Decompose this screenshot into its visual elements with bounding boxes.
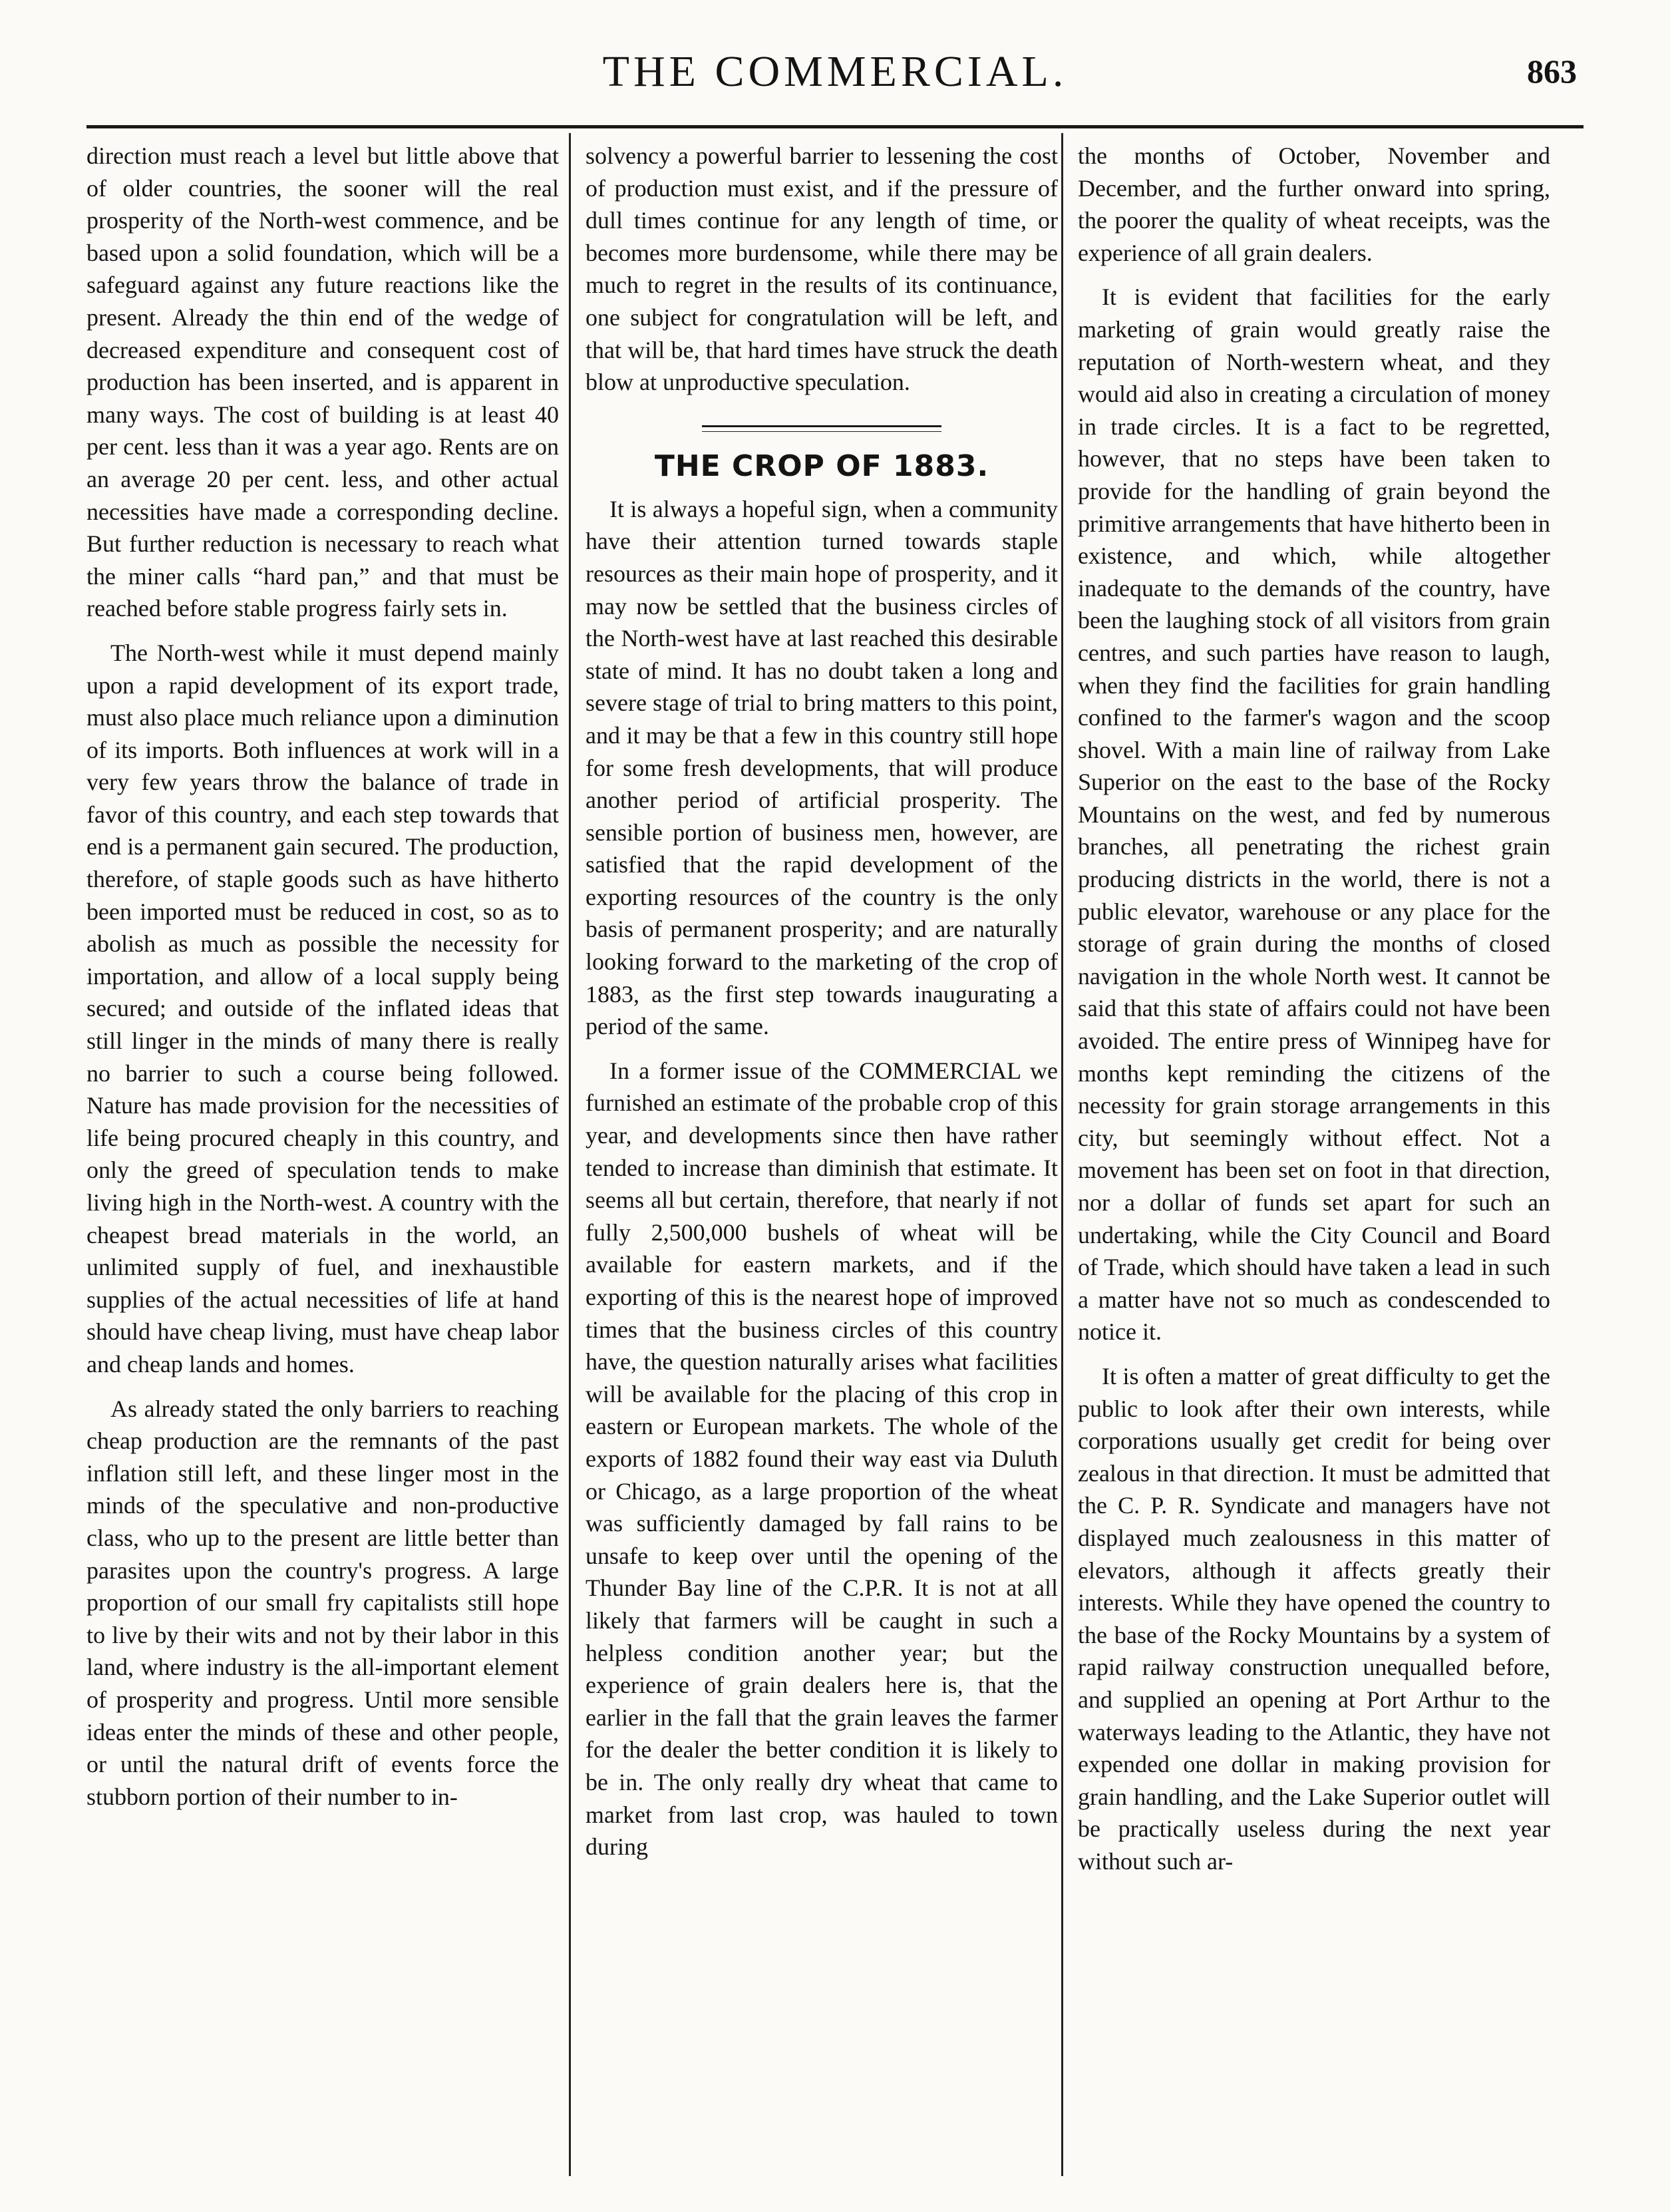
paragraph: It is often a matter of great difficulty to get the public to look after their own interests, while corporations usually get credit for being over zealous in that direction. It must be admitted that the C. P. R. Syndicate and managers have not displayed much zealousness in this matter of elevators, although it affects greatly their interests. While they have opened the country to the base of the Rocky Mountains by a system of rapid railway construction unequalled before, and supplied an opening at Port Arthur to the waterways leading to the Atlantic, they have not expended one dollar in making provision for grain handling, and the Lake Superior outlet will be practically useless during the next year without such ar-	[1078, 1362, 1550, 1875]
paragraph: the months of October, November and December, and the further onward into spring, the poorer the quality of wheat receipts, was the experience of all grain dealers.	[1078, 142, 1550, 266]
text-column-right	[1078, 140, 1550, 2163]
paragraph: It is always a hopeful sign, when a community have their attention turned towards staple resources as their main hope of prosperity, and it may now be settled that the business circles of the North-west have at last reached this desirable state of mind. It has no doubt taken a long and severe stage of trial to bring matters to this point, and it may be that a few in this country still hope for some fresh developments, that will produce another period of artificial prosperity. The sensible portion of business men, however, are satisfied that the rapid development of the exporting resources of the country is the only basis of permanent prosperity; and are naturally looking forward to the marketing of the crop of 1883, as the first step towards inaugurating a period of the same.	[585, 495, 1058, 1040]
publication-title: THE COMMERCIAL.	[602, 47, 1068, 96]
column-divider	[569, 133, 571, 2176]
paragraph: As already stated the only barriers to reaching cheap production are the remnants of the past inflation still left, and these linger most in the minds of the speculative and non-productive class, who up to the present are little better than parasites upon the country's progress. A large proportion of our small fry capitalists still hope to live by their wits and not by their labor in this land, where industry is the all-important element of prosperity and progress. Until more sensible ideas enter the minds of these and other people, or until the natural drift of events force the stubborn portion of their number to in-	[86, 1395, 559, 1810]
paragraph: direction must reach a level but little above that of older countries, the sooner will the real prosperity of the North-west commence, and be based upon a solid foundation, which will be a safeguard against any future reactions like the present. Already the thin end of the wedge of decreased expenditure and consequent cost of production has been inserted, and is apparent in many ways. The cost of building is at least 40 per cent. less than it was a year ago. Rents are on an average 20 per cent. less, and other actual necessities have made a corresponding decline. But further reduction is necessary to reach what the miner calls “hard pan,” and that must be reached before stable progress fairly sets in.	[86, 142, 559, 622]
column-divider	[1061, 133, 1063, 2176]
paragraph: solvency a powerful barrier to lessening the cost of production must exist, and if the pressure of dull times continue for any length of time, or becomes more burdensome, while there may be much to regret in the results of its continuance, one subject for congratulation will be left, and that will be, that hard times have struck the death blow at unproductive speculation.	[585, 142, 1058, 396]
section-divider	[702, 425, 941, 432]
paragraph: The North-west while it must depend mainly upon a rapid development of its export trade, must also place much reliance upon a diminution of its imports. Both influences at work will in a very few years throw the balance of trade in favor of this country, and each step towards that end is a permanent gain secured. The production, therefore, of staple goods such as have hitherto been imported must be reduced in cost, so as to abolish as much as possible the necessity for importation, and allow of a local supply being secured; and outside of the inflated ideas that still linger in the minds of many there is really no barrier to such a course being followed. Nature has made provision for the necessities of life being procured cheaply in this country, and only the greed of speculation tends to make living high in the North-west. A country with the cheapest bread materials in the world, an unlimited supply of fuel, and inexhaustible supplies of the actual necessities of life at hand should have cheap living, must have cheap labor and cheap lands and homes.	[86, 639, 559, 1378]
paragraph: It is evident that facilities for the early marketing of grain would greatly raise the reputation of North-western wheat, and they would aid also in creating a circulation of money in trade circles. It is a fact to be regretted, however, that no steps have been taken to provide for the handling of grain beyond the primitive arrangements that have hitherto been in existence, and which, while altogether inadequate to the demands of the country, have been the laughing stock of all visitors from grain centres, and such parties have reason to laugh, when they find the facilities for grain handling confined to the farmer's wagon and the scoop shovel. With a main line of railway from Lake Superior on the east to the base of the Rocky Mountains on the west, and fed by numerous branches, all penetrating the richest grain producing districts in the world, there is not a public elevator, warehouse or any place for the storage of grain during the months of closed navigation in the whole North west. It cannot be said that this state of affairs could not have been avoided. The entire press of Winnipeg have for months kept reminding the citizens of the necessity for grain storage arrangements in this city, but seemingly without effect. Not a movement has been set on foot in that direction, nor a dollar of funds set apart for such an undertaking, while the City Council and Board of Trade, which should have taken a lead in such a matter have not so much as condescended to notice it.	[1078, 283, 1550, 1346]
text-column-middle	[585, 140, 1058, 2163]
page-header	[86, 47, 1584, 120]
text-column-left	[86, 140, 559, 2163]
paragraph: In a former issue of the COMMERCIAL we furnished an estimate of the probable crop of this year, and developments since then have rather tended to increase than diminish that estimate. It seems all but certain, therefore, that nearly if not fully 2,500,000 bushels of wheat will be available for eastern markets, and if the exporting of this is the nearest hope of improved times that the business circles of this country have, the question naturally arises what facilities will be available for the placing of this crop in eastern or European markets. The whole of the exports of 1882 found their way east via Duluth or Chicago, as a large proportion of the wheat was sufficiently damaged by fall rains to be unsafe to keep over until the opening of the Thunder Bay line of the C.P.R. It is not at all likely that farmers will be caught in such a helpless condition another year; but the experience of grain dealers here is, that the earlier in the fall that the grain leaves the farmer for the dealer the better condition it is likely to be in. The only really dry wheat that came to market from last crop, was hauled to town during	[585, 1057, 1058, 1861]
page-number: 863	[1527, 53, 1577, 90]
section-heading: THE CROP OF 1883.	[654, 449, 989, 483]
header-rule	[86, 125, 1584, 128]
